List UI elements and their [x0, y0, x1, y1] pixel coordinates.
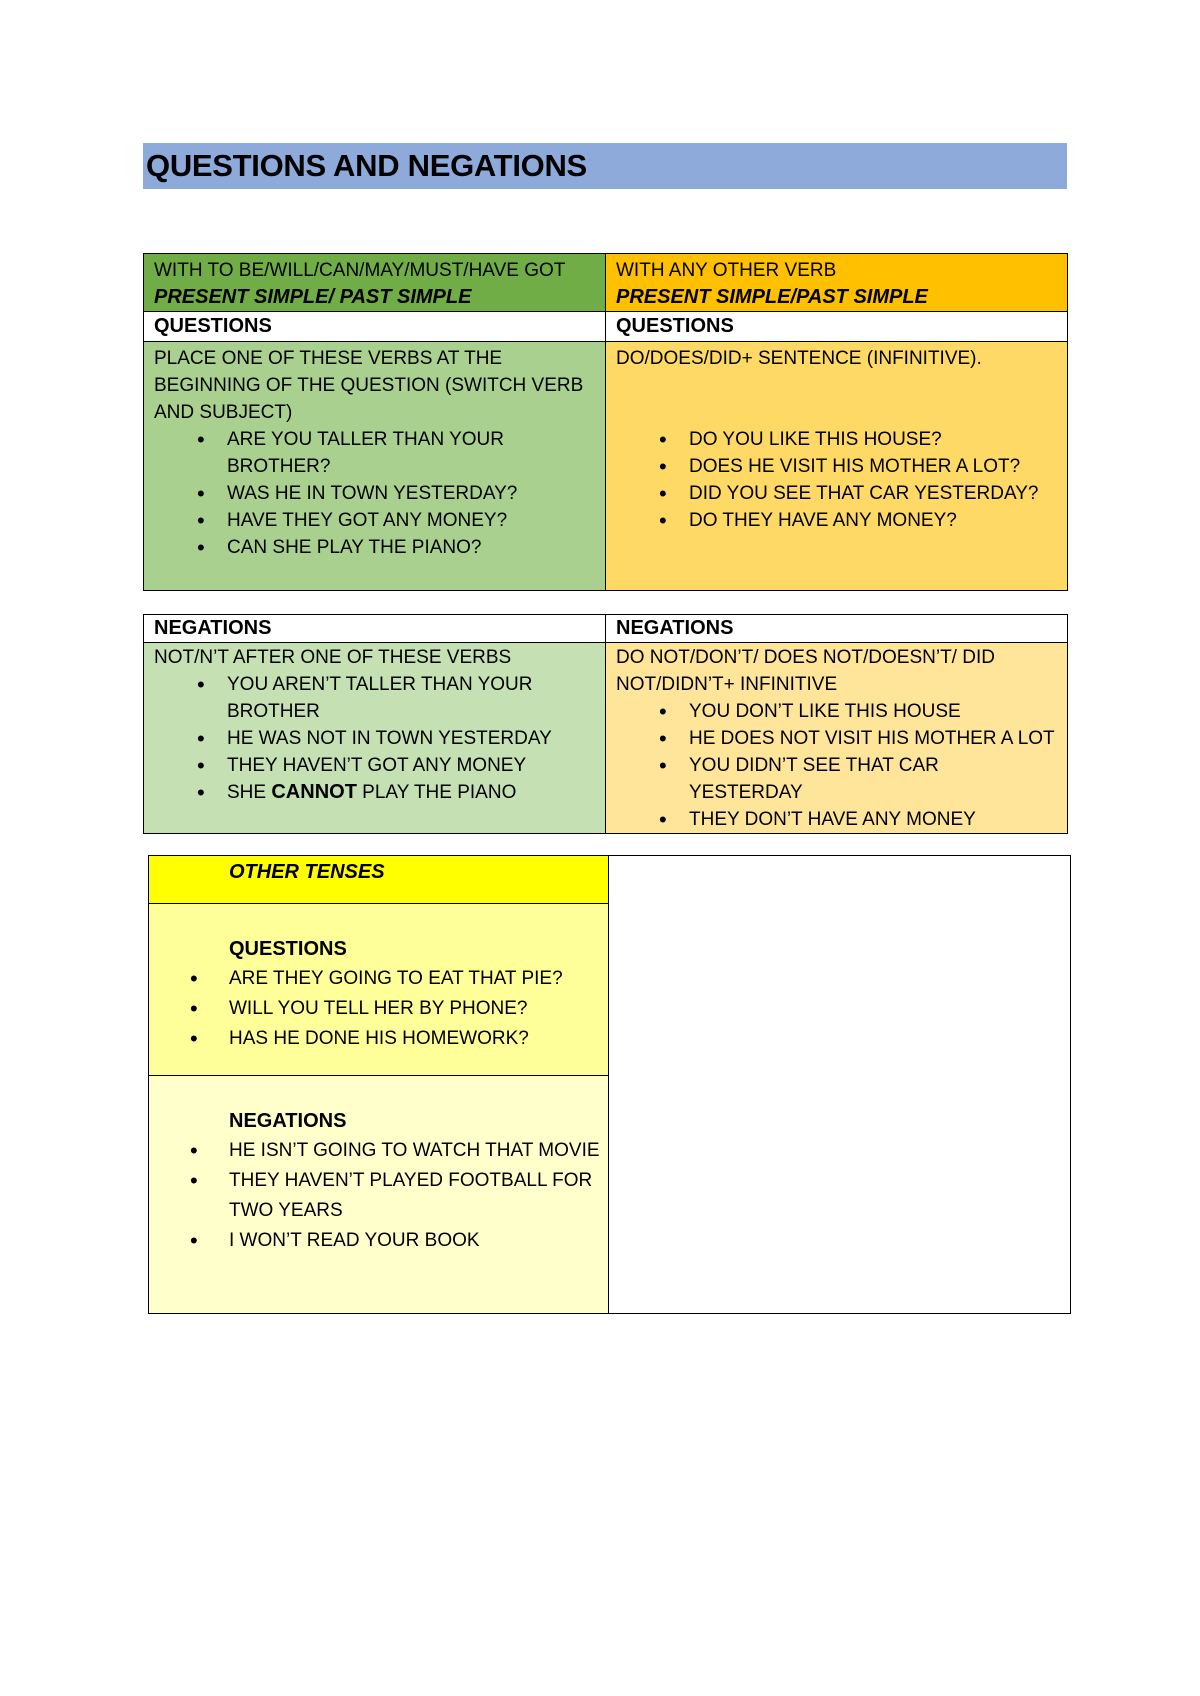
other-tenses-box — [148, 855, 1071, 1314]
left-negations-label: NEGATIONS — [154, 617, 272, 639]
left-questions-label: QUESTIONS — [154, 315, 272, 337]
right-header-tenses: PRESENT SIMPLE/PAST SIMPLE — [616, 286, 928, 308]
left-questions-body — [144, 342, 606, 591]
list-item — [154, 779, 595, 806]
left-negations-rule: NOT/N’T AFTER ONE OF THESE VERBS — [154, 647, 512, 668]
other-negations-list — [149, 1136, 608, 1256]
list-item: • CAN SHE PLAY THE PIANO? — [154, 534, 595, 561]
other-tenses-negations — [149, 1076, 608, 1313]
list-item: • YOU AREN’T TALLER THAN YOUR BROTHER — [154, 671, 595, 725]
list-item: • I WON’T READ YOUR BOOK — [149, 1226, 608, 1256]
list-item: • WAS HE IN TOWN YESTERDAY? — [154, 480, 595, 507]
right-negations-list — [616, 698, 1057, 833]
list-item: • YOU DON’T LIKE THIS HOUSE — [616, 698, 1057, 725]
list-item: • DOES HE VISIT HIS MOTHER A LOT? — [616, 453, 1057, 480]
other-tenses-header: OTHER TENSES — [149, 856, 608, 904]
list-item: • THEY HAVEN’T GOT ANY MONEY — [154, 752, 595, 779]
left-header-verbs: WITH TO BE/WILL/CAN/MAY/MUST/HAVE GOT — [154, 260, 566, 281]
other-questions-list — [149, 964, 608, 1054]
left-negations-body — [144, 643, 606, 834]
page-title: QUESTIONS AND NEGATIONS — [143, 143, 1067, 189]
right-negations-label: NEGATIONS — [616, 617, 734, 639]
right-header-verbs: WITH ANY OTHER VERB — [616, 260, 837, 281]
questions-body-row — [144, 342, 1068, 591]
cannot-emphasis: CANNOT — [271, 781, 357, 803]
list-item: • HE WAS NOT IN TOWN YESTERDAY — [154, 725, 595, 752]
left-header-tenses: PRESENT SIMPLE/ PAST SIMPLE — [154, 286, 472, 308]
cannot-prefix: SHE — [227, 782, 272, 803]
other-tenses-questions — [149, 904, 608, 1076]
list-item: • THEY HAVEN’T PLAYED FOOTBALL FOR TWO YEARS — [149, 1166, 608, 1226]
list-item: • DO YOU LIKE THIS HOUSE? — [616, 426, 1057, 453]
left-questions-label-cell — [144, 312, 606, 342]
list-item: • DID YOU SEE THAT CAR YESTERDAY? — [616, 480, 1057, 507]
list-item: • HE DOES NOT VISIT HIS MOTHER A LOT — [616, 725, 1057, 752]
list-item: • YOU DIDN’T SEE THAT CAR YESTERDAY — [616, 752, 1057, 806]
list-item: • DO THEY HAVE ANY MONEY? — [616, 507, 1057, 534]
right-negations-body — [606, 643, 1068, 834]
right-header-cell — [606, 254, 1068, 312]
right-questions-rule: DO/DOES/DID+ SENTENCE (INFINITIVE). — [616, 348, 982, 369]
header-row — [144, 254, 1068, 312]
other-negations-label: NEGATIONS — [229, 1110, 347, 1132]
list-item: • ARE YOU TALLER THAN YOUR BROTHER? — [154, 426, 595, 480]
spacer — [616, 372, 1057, 426]
left-questions-list — [154, 426, 595, 561]
right-negations-rule: DO NOT/DON’T/ DOES NOT/DOESN’T/ DID NOT/DIDN’T+ INFINITIVE — [616, 647, 995, 695]
right-questions-list — [616, 426, 1057, 534]
right-questions-label-cell — [606, 312, 1068, 342]
right-questions-label: QUESTIONS — [616, 315, 734, 337]
list-item: • HAVE THEY GOT ANY MONEY? — [154, 507, 595, 534]
left-negations-list — [154, 671, 595, 806]
negations-body-row — [144, 643, 1068, 834]
list-item: • HE ISN’T GOING TO WATCH THAT MOVIE — [149, 1136, 608, 1166]
left-negations-label-cell — [144, 615, 606, 643]
list-item: • ARE THEY GOING TO EAT THAT PIE? — [149, 964, 608, 994]
right-questions-body — [606, 342, 1068, 591]
negations-table — [143, 614, 1068, 834]
left-questions-rule: PLACE ONE OF THESE VERBS AT THE BEGINNING OF THE QUESTION (SWITCH VERB AND SUBJECT) — [154, 348, 584, 423]
list-item: • HAS HE DONE HIS HOMEWORK? — [149, 1024, 608, 1054]
list-item: • THEY DON’T HAVE ANY MONEY — [616, 806, 1057, 833]
other-questions-label: QUESTIONS — [229, 938, 347, 960]
left-header-cell — [144, 254, 606, 312]
cannot-suffix: PLAY THE PIANO — [356, 782, 517, 803]
negations-label-row — [144, 615, 1068, 643]
list-item: • WILL YOU TELL HER BY PHONE? — [149, 994, 608, 1024]
right-negations-label-cell — [606, 615, 1068, 643]
questions-table — [143, 253, 1068, 591]
questions-label-row — [144, 312, 1068, 342]
other-tenses-column — [149, 856, 609, 1313]
